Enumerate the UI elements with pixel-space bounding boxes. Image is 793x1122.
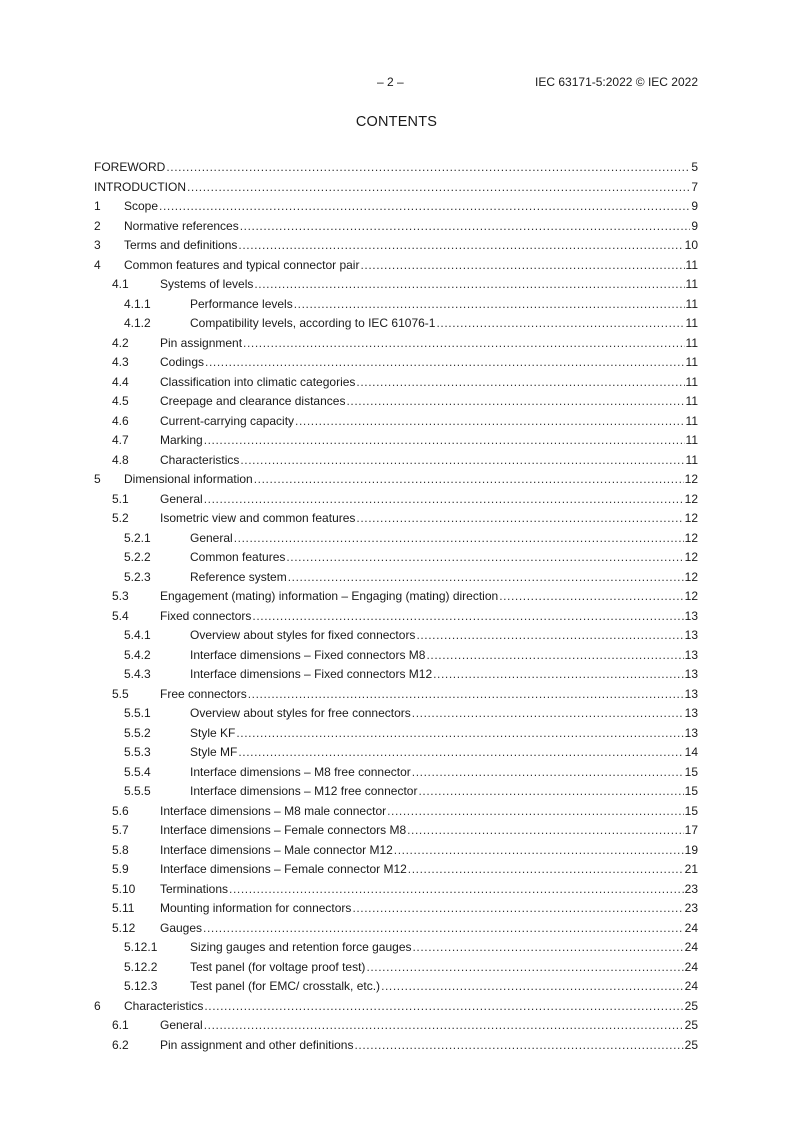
toc-entry-title: Interface dimensions – Female connector M12 — [160, 862, 407, 876]
toc-entry-page: 15 — [684, 784, 698, 798]
dot-leader — [187, 178, 690, 198]
toc-entry[interactable] — [94, 295, 698, 315]
toc-entry-page: 24 — [684, 940, 698, 954]
toc-entry[interactable] — [94, 1016, 698, 1036]
toc-entry-number: 5.8 — [112, 842, 129, 857]
toc-entry-title: Engagement (mating) information – Engaging (mating) direction — [160, 589, 499, 603]
toc-entry-title: Free connectors — [160, 686, 247, 701]
toc-entry-page: 23 — [684, 901, 698, 915]
toc-entry-number: 5.10 — [112, 881, 136, 896]
toc-entry[interactable] — [94, 334, 698, 354]
toc-entry[interactable] — [94, 665, 698, 685]
toc-entry-title: Normative references — [124, 218, 239, 233]
toc-entry-page: 11 — [685, 433, 698, 447]
toc-entry-page: 12 — [684, 589, 698, 603]
toc-entry-page: 24 — [684, 979, 698, 993]
toc-entry-title: Scope — [124, 199, 159, 213]
toc-entry-title: Codings — [160, 355, 205, 369]
toc-entry[interactable] — [94, 802, 698, 822]
toc-entry-number: 5.12.3 — [124, 979, 158, 993]
toc-entry-title: Sizing gauges and retention force gauges — [190, 940, 412, 954]
toc-entry-number: 4.8 — [112, 452, 129, 467]
toc-entry-number: 4.1.1 — [124, 296, 151, 311]
toc-entry-number: 5.5 — [112, 686, 129, 701]
toc-entry[interactable] — [94, 919, 698, 939]
toc-entry[interactable] — [94, 899, 698, 919]
toc-entry-number: 4.1 — [112, 277, 129, 291]
toc-entry[interactable] — [94, 646, 698, 666]
toc-entry-number: 4.2 — [112, 335, 129, 350]
toc-entry-title: Fixed connectors — [160, 608, 252, 623]
page-title: CONTENTS — [355, 114, 438, 130]
toc-entry-page: 11 — [685, 296, 698, 311]
toc-entry-title: Common features and typical connector pair — [124, 257, 360, 272]
toc-entry-title: Compatibility levels, according to IEC 61076-1 — [190, 316, 436, 330]
toc-entry-page: 17 — [684, 823, 698, 837]
dot-leader — [426, 646, 683, 666]
toc-entry-page: 11 — [685, 277, 698, 291]
toc-entry-title: Current-carrying capacity — [160, 413, 295, 428]
toc-entry-page: 13 — [684, 706, 698, 720]
toc-entry-number: 5.2.2 — [124, 550, 151, 564]
toc-entry-page: 13 — [684, 647, 698, 662]
dot-leader — [294, 295, 685, 315]
dot-leader — [412, 763, 684, 783]
dot-leader — [413, 938, 684, 958]
toc-entry[interactable] — [94, 178, 698, 198]
toc-entry-page: 11 — [685, 257, 698, 272]
toc-entry[interactable] — [94, 568, 698, 588]
dot-leader — [381, 977, 684, 997]
toc-entry-number: 5 — [94, 472, 101, 486]
toc-entry-number: 6 — [94, 998, 101, 1013]
toc-entry[interactable] — [94, 412, 698, 432]
toc-entry-title: Marking — [160, 433, 203, 447]
toc-entry-page: 25 — [684, 998, 698, 1013]
toc-entry[interactable] — [94, 490, 698, 510]
toc-entry[interactable] — [94, 431, 698, 451]
toc-entry[interactable] — [94, 782, 698, 802]
toc-entry-number: 1 — [94, 199, 101, 213]
toc-entry-number: 5.4 — [112, 608, 129, 623]
dot-leader — [248, 685, 684, 705]
toc-entry-number: 2 — [94, 218, 101, 233]
toc-entry-title: Overview about styles for fixed connectors — [190, 628, 416, 642]
toc-entry-page: 15 — [684, 764, 698, 779]
toc-entry-page: 9 — [691, 199, 698, 213]
toc-entry[interactable] — [94, 509, 698, 529]
toc-entry-page: 14 — [684, 745, 698, 759]
dot-leader — [252, 607, 683, 627]
toc-entry-title: Test panel (for voltage proof test) — [190, 959, 366, 974]
toc-entry-page: 11 — [685, 452, 698, 467]
dot-leader — [346, 392, 684, 412]
toc-entry[interactable] — [94, 470, 698, 490]
toc-entry[interactable] — [94, 841, 698, 861]
toc-entry-title: General — [160, 1018, 203, 1032]
dot-leader — [394, 841, 684, 861]
toc-entry[interactable] — [94, 587, 698, 607]
toc-entry-title: Gauges — [160, 920, 203, 935]
toc-entry-title: Systems of levels — [160, 277, 254, 291]
dot-leader — [286, 548, 683, 568]
toc-entry-number: 5.9 — [112, 862, 129, 876]
toc-entry-number: 4.7 — [112, 433, 129, 447]
dot-leader — [354, 1036, 683, 1056]
dot-leader — [436, 314, 684, 334]
toc-entry-number: 5.5.2 — [124, 725, 151, 740]
toc-entry-title: Interface dimensions – M8 free connector — [190, 764, 411, 779]
toc-entry-number: 5.12.2 — [124, 959, 158, 974]
dot-leader — [240, 217, 691, 237]
dot-leader — [387, 802, 684, 822]
toc-entry-number: 5.1 — [112, 491, 129, 506]
toc-entry-number: 5.5.3 — [124, 745, 151, 759]
toc-entry-page: 24 — [684, 959, 698, 974]
toc-entry-page: 11 — [685, 374, 698, 389]
dot-leader — [204, 997, 683, 1017]
toc-entry-number: 5.2 — [112, 511, 129, 525]
dot-leader — [360, 256, 684, 276]
toc-entry[interactable] — [94, 607, 698, 627]
dot-leader — [412, 704, 684, 724]
page-number: – 2 – — [377, 75, 404, 89]
toc-entry-number: 5.4.1 — [124, 628, 151, 642]
toc-entry-number: 5.5.4 — [124, 764, 151, 779]
toc-entry-number: 5.5.5 — [124, 784, 151, 798]
toc-entry-title: Performance levels — [190, 296, 293, 311]
toc-entry-title: Classification into climatic categories — [160, 374, 356, 389]
toc-entry-page: 12 — [684, 530, 698, 545]
toc-entry-number: 6.2 — [112, 1037, 129, 1052]
toc-entry-page: 12 — [684, 491, 698, 506]
toc-entry-page: 10 — [684, 238, 698, 252]
toc-entry[interactable] — [94, 880, 698, 900]
toc-entry[interactable] — [94, 1036, 698, 1056]
toc-entry-title: Reference system — [190, 569, 287, 584]
toc-entry-title: Isometric view and common features — [160, 511, 356, 525]
toc-entry-number: 5.3 — [112, 589, 129, 603]
toc-entry-page: 13 — [684, 725, 698, 740]
toc-entry[interactable] — [94, 977, 698, 997]
toc-entry[interactable] — [94, 217, 698, 237]
toc-entry-title: Test panel (for EMC/ crosstalk, etc.) — [190, 979, 381, 993]
page-header — [0, 75, 793, 93]
toc-entry[interactable] — [94, 626, 698, 646]
toc-entry-page: 19 — [684, 842, 698, 857]
dot-leader — [356, 509, 683, 529]
toc-entry-title: Characteristics — [124, 998, 204, 1013]
toc-entry-page: 5 — [691, 160, 698, 174]
toc-entry-title: Mounting information for connectors — [160, 901, 352, 915]
dot-leader — [499, 587, 683, 607]
toc-entry[interactable] — [94, 743, 698, 763]
toc-entry-page: 13 — [684, 686, 698, 701]
toc-entry-number: 4 — [94, 257, 101, 272]
toc-entry-page: 11 — [685, 394, 698, 408]
dot-leader — [204, 431, 685, 451]
toc-entry-title: Overview about styles for free connectors — [190, 706, 411, 720]
toc-entry-page: 11 — [685, 316, 698, 330]
toc-entry-page: 11 — [685, 335, 698, 350]
toc-entry-number: 5.4.2 — [124, 647, 151, 662]
toc-entry-title: Creepage and clearance distances — [160, 394, 346, 408]
dot-leader — [243, 334, 684, 354]
toc-entry[interactable] — [94, 763, 698, 783]
toc-entry[interactable] — [94, 685, 698, 705]
toc-entry-number: 5.2.3 — [124, 569, 151, 584]
toc-entry[interactable] — [94, 938, 698, 958]
toc-entry-title: Interface dimensions – M12 free connector — [190, 784, 418, 798]
dot-leader — [240, 451, 684, 471]
toc-entry-page: 21 — [684, 862, 698, 876]
toc-entry-page: 23 — [684, 881, 698, 896]
toc-entry[interactable] — [94, 236, 698, 256]
toc-entry-page: 13 — [684, 608, 698, 623]
toc-entry[interactable] — [94, 275, 698, 295]
toc-entry-page: 24 — [684, 920, 698, 935]
dot-leader — [352, 899, 683, 919]
toc-entry-number: 4.5 — [112, 394, 129, 408]
toc-entry-page: 13 — [684, 667, 698, 681]
toc-entry-number: 4.4 — [112, 374, 129, 389]
toc-entry-title: Terminations — [160, 881, 229, 896]
toc-entry[interactable] — [94, 314, 698, 334]
toc-entry[interactable] — [94, 724, 698, 744]
toc-entry[interactable] — [94, 860, 698, 880]
dot-leader — [159, 197, 690, 217]
toc-entry[interactable] — [94, 821, 698, 841]
toc-entry[interactable] — [94, 451, 698, 471]
toc-entry-number: 6.1 — [112, 1018, 129, 1032]
toc-entry-number: 5.6 — [112, 803, 129, 818]
dot-leader — [407, 821, 684, 841]
toc-entry-title: Pin assignment and other definitions — [160, 1037, 354, 1052]
toc-entry-title: Interface dimensions – M8 male connector — [160, 803, 387, 818]
toc-entry-page: 7 — [691, 179, 698, 194]
toc-entry-title: Pin assignment — [160, 335, 243, 350]
toc-entry-number: 5.2.1 — [124, 530, 151, 545]
toc-entry-title: Interface dimensions – Fixed connectors M12 — [190, 667, 433, 681]
toc-entry[interactable] — [94, 958, 698, 978]
toc-entry-title: Interface dimensions – Male connector M12 — [160, 842, 393, 857]
toc-entry-title: General — [160, 491, 203, 506]
toc-entry-number: 5.12.1 — [124, 940, 158, 954]
toc-entry[interactable] — [94, 373, 698, 393]
document-id: IEC 63171-5:2022 © IEC 2022 — [535, 75, 698, 89]
toc-entry-number: 3 — [94, 238, 101, 252]
toc-entry-title: Interface dimensions – Fixed connectors M8 — [190, 647, 426, 662]
dot-leader — [238, 236, 683, 256]
dot-leader — [433, 665, 684, 685]
toc-entry[interactable] — [94, 548, 698, 568]
dot-leader — [229, 880, 684, 900]
dot-leader — [416, 626, 683, 646]
toc-entry-page: 12 — [684, 550, 698, 564]
toc-entry-page: 12 — [684, 569, 698, 584]
dot-leader — [204, 490, 684, 510]
toc-entry-title: Style KF — [190, 725, 236, 740]
table-of-contents — [94, 158, 698, 1055]
dot-leader — [366, 958, 683, 978]
toc-entry[interactable] — [94, 256, 698, 276]
dot-leader — [203, 919, 684, 939]
toc-entry-page: 15 — [684, 803, 698, 818]
dot-leader — [254, 470, 684, 490]
dot-leader — [238, 743, 683, 763]
toc-entry-title: INTRODUCTION — [94, 179, 186, 194]
dot-leader — [418, 782, 683, 802]
dot-leader — [295, 412, 684, 432]
dot-leader — [166, 158, 690, 178]
dot-leader — [205, 353, 685, 373]
toc-entry[interactable] — [94, 997, 698, 1017]
toc-entry-page: 12 — [684, 511, 698, 525]
toc-entry[interactable] — [94, 353, 698, 373]
toc-entry-title: Characteristics — [160, 452, 240, 467]
toc-entry-page: 12 — [684, 472, 698, 486]
toc-entry-number: 5.11 — [112, 901, 135, 915]
toc-entry-title: FOREWORD — [94, 160, 166, 174]
toc-entry-title: Common features — [190, 550, 286, 564]
dot-leader — [236, 724, 683, 744]
toc-entry-page: 11 — [685, 413, 698, 428]
dot-leader — [288, 568, 684, 588]
dot-leader — [254, 275, 684, 295]
toc-entry-number: 5.7 — [112, 823, 129, 837]
toc-entry-number: 5.12 — [112, 920, 136, 935]
toc-entry-title: Interface dimensions – Female connectors M8 — [160, 823, 407, 837]
toc-entry[interactable] — [94, 158, 698, 178]
toc-entry-title: Style MF — [190, 745, 238, 759]
toc-entry-page: 9 — [691, 218, 698, 233]
toc-entry-page: 25 — [684, 1018, 698, 1032]
toc-entry-number: 5.4.3 — [124, 667, 151, 681]
dot-leader — [356, 373, 684, 393]
toc-entry-number: 4.3 — [112, 355, 129, 369]
dot-leader — [408, 860, 684, 880]
toc-entry-number: 4.1.2 — [124, 316, 151, 330]
dot-leader — [234, 529, 684, 549]
toc-entry-number: 5.5.1 — [124, 706, 151, 720]
dot-leader — [204, 1016, 684, 1036]
toc-entry-page: 11 — [685, 355, 698, 369]
toc-entry[interactable] — [94, 197, 698, 217]
toc-entry-title: General — [190, 530, 233, 545]
toc-entry-number: 4.6 — [112, 413, 129, 428]
toc-entry-title: Dimensional information — [124, 472, 253, 486]
toc-entry-page: 13 — [684, 628, 698, 642]
toc-entry-page: 25 — [684, 1037, 698, 1052]
toc-entry[interactable] — [94, 392, 698, 412]
toc-entry[interactable] — [94, 704, 698, 724]
toc-entry[interactable] — [94, 529, 698, 549]
toc-entry-title: Terms and definitions — [124, 238, 238, 252]
